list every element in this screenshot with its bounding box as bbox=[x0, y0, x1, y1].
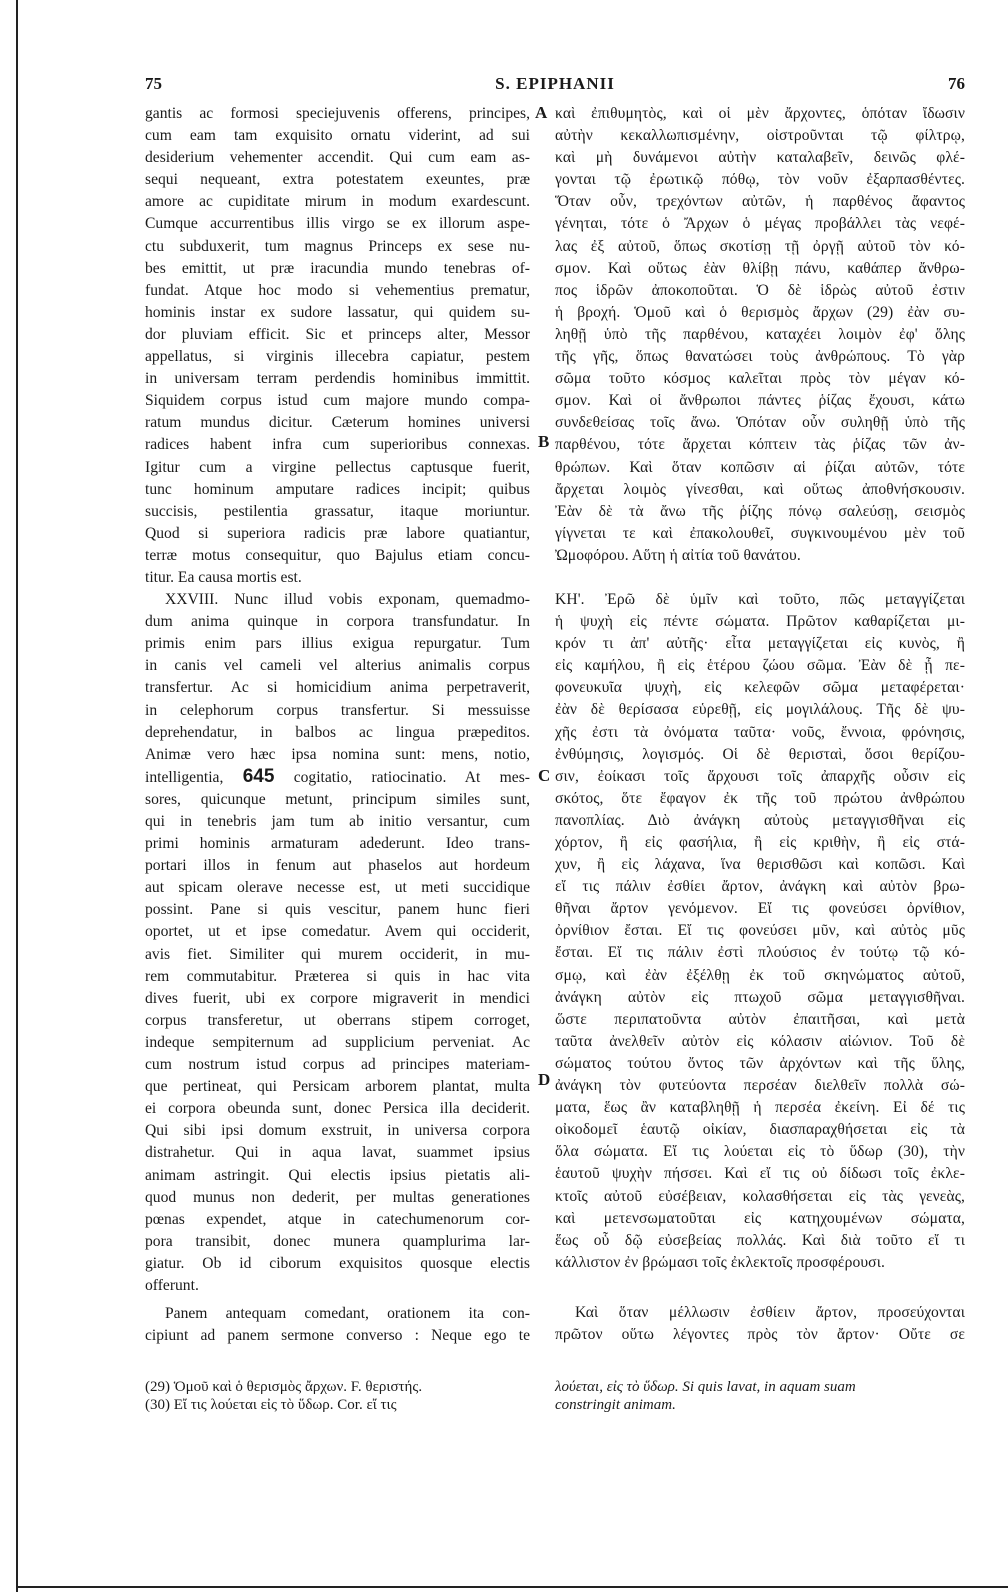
latin-paragraph-2-cont bbox=[145, 789, 530, 1297]
latin-line: dives fuerit, ubi ex corpore migraverit in mendici bbox=[145, 989, 530, 1007]
latin-line: qui in tenebris jam tum ab initio versantur, cum bbox=[145, 813, 530, 830]
latin-line: in canis vel cameli vel alterius animalis corpus bbox=[145, 657, 530, 675]
greek-line: πρῶτον οὕτω λέγοντες πρὸς τὸν ἄρτον· Οὔτε σε bbox=[555, 1325, 965, 1343]
margin-marker-b: B bbox=[538, 432, 550, 451]
footnote-line: (29) Ὁμοῦ καὶ ὁ θερισμὸς ἄρχων. F. θεριστής. bbox=[145, 1379, 423, 1395]
latin-line: offerunt. bbox=[145, 1276, 199, 1294]
latin-line: Igitur cum a virgine pellectus captusque fuerit, bbox=[145, 458, 530, 476]
footnote-line: λούεται, εἰς τὸ ὕδωρ. Si quis lavat, in aquam suam bbox=[555, 1379, 856, 1395]
latin-line: corpus transferetur, ut oberrans stipem corroget, bbox=[145, 1011, 530, 1029]
running-title: S. EPIPHANII bbox=[495, 74, 615, 93]
greek-line: χόρτον, ἢ εἰς φασήλια, ἢ εἰς κριθὴν, ἢ εἰς στά- bbox=[555, 834, 965, 851]
latin-line: Quod si superiora radicis præ labore quatiantur, bbox=[145, 524, 530, 542]
latin-line: Animæ vero hæc ipsa nomina sunt: mens, notio, bbox=[145, 745, 530, 763]
latin-line: oportet, ut et ipse comedatur. Avem qui occiderit, bbox=[145, 923, 530, 941]
greek-line: γονται τῷ ἐρωτικῷ πόθῳ, τὸν νοῦν ἐξαρπασθέντες. bbox=[555, 171, 965, 189]
latin-line: Qui sibi ipsi domum exstruit, in universa corpora bbox=[145, 1122, 530, 1140]
greek-line: ἡ ψυχὴ εἰς πέντε σώματα. Πρῶτον καθαρίζεται μι- bbox=[555, 613, 965, 631]
greek-line: πος ἱδρῶν ἀποκοποῦται. Ὁ δὲ ἱδρὼς αὐτοῦ ἐστιν bbox=[555, 281, 965, 299]
greek-line: ἔσται. Εἴ τις πάλιν ἐστὶ πλούσιος ἐν τούτῳ τῷ κό- bbox=[555, 944, 965, 962]
greek-line: σκότος, ὅτε ἔφαγον ἐκ τῆς τοῦ πρώτου ἀνθρώπου bbox=[555, 789, 965, 807]
latin-line: quod munus non dederit, per multas generationes bbox=[145, 1188, 530, 1206]
latin-line: gantis ac formosi speciejuvenis offerens, principes, bbox=[145, 105, 530, 122]
latin-line: sequi nequeant, extra potestatem exeuntes, præ bbox=[145, 171, 530, 189]
greek-line: χυν, ἢ εἰς λάχανα, ἵνα θερισθῶσι καὶ κοπῶσι. Καὶ bbox=[555, 856, 965, 874]
greek-line: Ὠμοφόρου. Αὕτη ἡ αἰτία τοῦ θανάτου. bbox=[555, 546, 801, 564]
greek-line: συνδεθείσας τοῖς ἄνω. Ὁπόταν οὖν συληθῇ ὑπὸ τῆς bbox=[555, 414, 965, 432]
greek-line: σῶμα τοῦτο κόσμος καλεῖται πρὸς τὸν μέγαν κό- bbox=[555, 370, 965, 388]
greek-line: οἰκοδομεῖ ἑαυτῷ οἰκίαν, διασπαραχθήσεται εἰς τὰ bbox=[555, 1121, 965, 1139]
greek-line: ματα, ἕως ἂν καταβληθῇ ἡ περσέα ἐκείνη. Εἰ δέ τις bbox=[555, 1099, 965, 1117]
latin-line: titur. Ea causa mortis est. bbox=[145, 568, 302, 586]
greek-line: Ὅταν οὖν, τρεχόντων αὐτῶν, ἡ παρθένος ἄφαντος bbox=[555, 193, 965, 211]
latin-line: distrahetur. Qui in aqua lavat, suammet ipsius bbox=[145, 1144, 530, 1162]
greek-line: ἐὰν δὲ θερίσασα εὑρεθῇ, εἰς μογιλάλους. Τῆς δὲ ψυ- bbox=[555, 701, 965, 719]
greek-line: ἡ βροχή. Ὁμοῦ καὶ ὁ θερισμὸς ἄρχων (29) ἐὰν συ- bbox=[555, 303, 965, 321]
greek-line: ἑαυτοῦ ψυχὴν πήσσει. Καὶ εἴ τις οὐ δίδωσι τοῖς ἐκλε- bbox=[555, 1165, 965, 1183]
latin-line: giatur. Ob id ciborum exquisitos quosque electis bbox=[145, 1254, 530, 1272]
margin-marker-a: A bbox=[535, 103, 548, 122]
footnote-line: (30) Εἴ τις λούεται εἰς τὸ ὕδωρ. Cor. εἴ τις bbox=[145, 1397, 397, 1413]
latin-line: bes emittit, ut præ iracundia mundo tenebras of- bbox=[145, 259, 530, 277]
greek-line: ἐνθύμησις, λογισμός. Οἱ δὲ θερισταὶ, ὅσοι θερίζου- bbox=[555, 745, 965, 763]
page-edge-bottom bbox=[16, 1586, 1008, 1588]
greek-paragraph-2 bbox=[555, 589, 965, 1274]
greek-line: ΚΗ'. Ἐρῶ δὲ ὑμῖν καὶ τοῦτο, πῶς μεταγγίζεται bbox=[555, 590, 965, 608]
page-ref-number: 645 bbox=[242, 765, 275, 787]
greek-line: ὅλα σώματα. Εἴ τις λούεται εἰς τὸ ὕδωρ (30), τὴν bbox=[555, 1143, 965, 1161]
latin-line: amore ac cupiditate mirum in modum exardescunt. bbox=[145, 193, 530, 211]
greek-line: φονευκυῖα ψυχὴ, εἰς κελεφῶν σῶμα μεταφέρεται· bbox=[555, 679, 965, 697]
latin-line: ratum mundus dicitur. Cæterum homines universi bbox=[145, 414, 530, 432]
greek-line: Ἐὰν δὲ τὰ ἄνω τῆς ῥίζης πόνῳ σαλεύσῃ, σεισμὸς bbox=[555, 502, 965, 520]
latin-line: radices habent infra cum superioribus connexas. bbox=[145, 436, 530, 454]
latin-line: tunc hominum amputare radices incipit; quibus bbox=[145, 480, 530, 498]
greek-line: εἰς καμήλου, ἢ εἰς ἑτέρου ζώου σῶμα. Ἐὰν δὲ ᾖ πε- bbox=[555, 657, 965, 675]
greek-line: ληθῇ ὑπὸ τῆς παρθένου, καταχέει λοιμὸν ἐφ' ὅλης bbox=[555, 325, 965, 343]
latin-line: pœnas expendet, atque in catechumenorum cor- bbox=[145, 1210, 530, 1228]
greek-line: ἄρχεται λοιμὸς γίνεσθαι, καὶ οὕτως ἀποθνήσκουσιν. bbox=[555, 480, 965, 498]
page-number-left: 75 bbox=[145, 74, 162, 93]
greek-column bbox=[555, 103, 965, 1346]
latin-line: dum anima quinque in corpora transfundatur. In bbox=[145, 613, 530, 631]
latin-line: que pertineat, qui Persicam arborem plantat, multa bbox=[145, 1078, 530, 1096]
greek-paragraph-1 bbox=[555, 103, 965, 567]
greek-line: τῆς γῆς, ὅπως θανατώσει τοὺς ἀνθρώπους. Τὸ γὰρ bbox=[555, 348, 965, 366]
latin-line: cum nostrum istud corpus ad principes materiam- bbox=[145, 1056, 530, 1074]
latin-line: pora transibit, donec munera quamplurima lar- bbox=[145, 1232, 530, 1250]
greek-line: ὀρνίθιον ἔσται. Εἴ τις φονεύσει μῦν, καὶ αὐτὸς μῦς bbox=[555, 922, 965, 940]
greek-line: σμῳ, καὶ ἐὰν ἐξέλθῃ ἐκ τοῦ σκηνώματος αὐτοῦ, bbox=[555, 966, 965, 984]
latin-line: possint. Pane si quis vescitur, panem hunc fieri bbox=[145, 901, 530, 919]
greek-line: χῆς ἐστι τὰ ὀνόματα ταῦτα· νοῦς, ἔννοια, φρόνησις, bbox=[555, 723, 965, 741]
greek-line: σμον. Καὶ οἱ ἄνθρωποι πάντες ῥίζας ἔχουσι, κάτω bbox=[555, 392, 965, 410]
latin-line: desiderium vehementer accendit. Qui cum eam as- bbox=[145, 149, 530, 167]
page-edge-left bbox=[16, 0, 18, 1592]
greek-line: κάλλιστον ἐν βρώμασι τοῖς ἐκλεκτοῖς προσφέρουσι. bbox=[555, 1253, 885, 1271]
latin-line-page-ref bbox=[145, 766, 530, 789]
greek-line: αὐτὴν κεκαλλωπισμένην, οἰστροῦνται τῷ φίλτρῳ, bbox=[555, 127, 965, 145]
latin-line: aut spicam olerave necesse est, ut meti succidique bbox=[145, 879, 530, 897]
latin-text: intelligentia, bbox=[145, 768, 224, 786]
latin-line: portari illos in fenum aut phaselos aut hordeum bbox=[145, 857, 530, 875]
greek-line: θῆναι ἄρτον γενόμενον. Εἴ τις φονεύσει ὀρνίθιον, bbox=[555, 900, 965, 918]
latin-line: in celephorum corpus transfertur. Si messuisse bbox=[145, 701, 530, 719]
latin-line: terræ motus consequitur, quo Bajulus etiam concu- bbox=[145, 546, 530, 564]
footnotes-right bbox=[555, 1378, 965, 1414]
greek-line: λας ἐξ αὐτοῦ, ὅπως σκοτίσῃ τῇ ὀργῇ αὐτοῦ τὸν κό- bbox=[555, 237, 965, 255]
greek-line: σιν, ἐοίκασι τοῖς ἄρχουσι τοῖς ἀπαρχῆς οὖσιν εἰς bbox=[555, 767, 965, 785]
greek-line: θρώπων. Καὶ ὅταν κοπῶσιν αἱ ῥίζαι αὐτῶν, τότε bbox=[555, 458, 965, 476]
latin-line: hominis instar ex sudore lassatur, qui quidem su- bbox=[145, 303, 530, 321]
greek-line: ταῦτα ἀνελθεῖν αὐτὸν εἰς κόλασιν αἰώνιον. Τοῦ δὲ bbox=[555, 1032, 965, 1050]
greek-line: ἀνάγκη αὐτὸν εἰς πτωχοῦ σῶμα μεταγγισθῆναι. bbox=[555, 988, 965, 1006]
latin-line: primis enim pars illius exigua repurgatur. Tum bbox=[145, 635, 530, 653]
greek-line: σμον. Καὶ οὕτως ἐὰν θλίβῃ πάνυ, καθάπερ ἄνθρω- bbox=[555, 259, 965, 277]
latin-line: ei corpora obeunda sunt, donec Persica illa deciderit. bbox=[145, 1100, 530, 1118]
latin-line: dor pluviam efficit. Sic et princeps alter, Messor bbox=[145, 325, 530, 343]
latin-line: in universam terram perdendis hominibus immittit. bbox=[145, 370, 530, 388]
latin-paragraph-2 bbox=[145, 589, 530, 766]
greek-paragraph-3 bbox=[555, 1302, 965, 1346]
latin-line: sores, quicunque metunt, principum similes sunt, bbox=[145, 790, 530, 808]
latin-line: Siquidem corpus istud cum majore mundo compa- bbox=[145, 392, 530, 410]
margin-marker-d: D bbox=[538, 1070, 551, 1089]
greek-line: ὥστε περιπατοῦντα αὐτὸν ἐπαιτῆσαι, καὶ μετὰ bbox=[555, 1010, 965, 1028]
latin-line: succisis, pestilentia grassatur, itaque moriuntur. bbox=[145, 502, 530, 520]
greek-line: γίγνεται τε καὶ ἐπακολουθεῖ, συγκινουμένου μὲν τοῦ bbox=[555, 524, 965, 542]
margin-marker-c: C bbox=[538, 766, 551, 785]
latin-paragraph-1 bbox=[145, 103, 530, 589]
page-number-right: 76 bbox=[948, 74, 965, 93]
latin-line: animam astringit. Qui electis ipsius pietatis ali- bbox=[145, 1166, 530, 1184]
latin-paragraph-3 bbox=[145, 1303, 530, 1347]
footnotes-left bbox=[145, 1378, 530, 1414]
greek-line: εἴ τις πάλιν ἐσθίει ἄρτον, ἀνάγκη καὶ αὐτὸν βρω- bbox=[555, 878, 965, 896]
footnote-line: constringit animam. bbox=[555, 1397, 676, 1413]
latin-line: Panem antequam comedant, orationem ita con- bbox=[165, 1305, 530, 1323]
latin-column bbox=[145, 103, 530, 1347]
greek-line: σώματος τούτου ὄντος τῶν ἀρχόντων καὶ τῆς ὕλης, bbox=[555, 1054, 965, 1072]
latin-line: indeque sempiternum ad supplicium perveniat. Ac bbox=[145, 1033, 530, 1051]
latin-line: transfertur. Ac si homicidium anima perpetraverit, bbox=[145, 679, 530, 697]
greek-line: καὶ μετενσωματοῦται εἰς κατηχουμένων σώματα, bbox=[555, 1209, 965, 1227]
greek-line: πανοπλίας. Διὸ ἀνάγκη αὐτοὺς μεταγγισθῆναι εἰς bbox=[555, 811, 965, 829]
latin-line: avis fiet. Similiter qui murem occiderit, in mu- bbox=[145, 945, 530, 963]
greek-line: ἀνάγκη τὸν φυτεύοντα περσέαν διελθεῖν πολλὰ σώ- bbox=[555, 1077, 965, 1095]
latin-line: deprehendatur, in balbos ac lingua præpeditos. bbox=[145, 723, 530, 741]
greek-line: παρθένου, τότε ἄρχεται κόπτειν τὰς ῥίζας τῶν ἀν- bbox=[555, 436, 965, 454]
latin-line: ctu subduxerit, tum magnus Princeps ex sese nu- bbox=[145, 237, 530, 255]
running-header bbox=[145, 74, 965, 98]
greek-line: ἕως οὗ δῷ εὐσεβείας πολλάς. Καὶ διὰ τοῦτο εἴ τι bbox=[555, 1231, 965, 1249]
latin-line: rem commutabitur. Præterea si quis in hac vita bbox=[145, 967, 530, 985]
latin-line: fundat. Atque hoc modo si vehementius prematur, bbox=[145, 281, 530, 299]
latin-line: cipiunt ad panem sermone converso : Neque ego te bbox=[145, 1327, 530, 1345]
latin-text: cogitatio, ratiocinatio. At mes- bbox=[293, 768, 530, 786]
latin-line: Cumque accurrentibus illis virgo se ex illorum aspe- bbox=[145, 215, 530, 233]
greek-line: καὶ ἐπιθυμητὸς, καὶ οἱ μὲν ἄρχοντες, ὁπόταν ἴδωσιν bbox=[555, 105, 965, 122]
latin-line: appellatus, si virginis illecebra capiatur, pestem bbox=[145, 348, 530, 366]
latin-line: primi hominis armaturam adederunt. Ideo trans- bbox=[145, 835, 530, 853]
greek-line: Καὶ ὅταν μέλλωσιν ἐσθίειν ἄρτον, προσεύχονται bbox=[575, 1303, 965, 1321]
greek-line: καὶ μὴ δυνάμενοι αὐτὴν καταλαβεῖν, δεινῶς φλέ- bbox=[555, 149, 965, 167]
greek-line: γένηται, τότε ὁ Ἄρχων ὁ μέγας προβάλλει τὰς νεφέ- bbox=[555, 215, 965, 233]
latin-line: cum eam tam exquisito ornatu viderint, ad sui bbox=[145, 127, 530, 145]
greek-line: κρόν τι ἀπ' αὐτῆς· εἶτα μεταγγίζεται εἰς κυνὸς, ἢ bbox=[555, 635, 965, 653]
greek-line: κτοῖς αὐτοῦ εὐσέβειαν, κολασθήσεται εἰς τὰς γενεὰς, bbox=[555, 1187, 965, 1205]
latin-line: XXVIII. Nunc illud vobis exponam, quemadmo- bbox=[165, 591, 530, 609]
